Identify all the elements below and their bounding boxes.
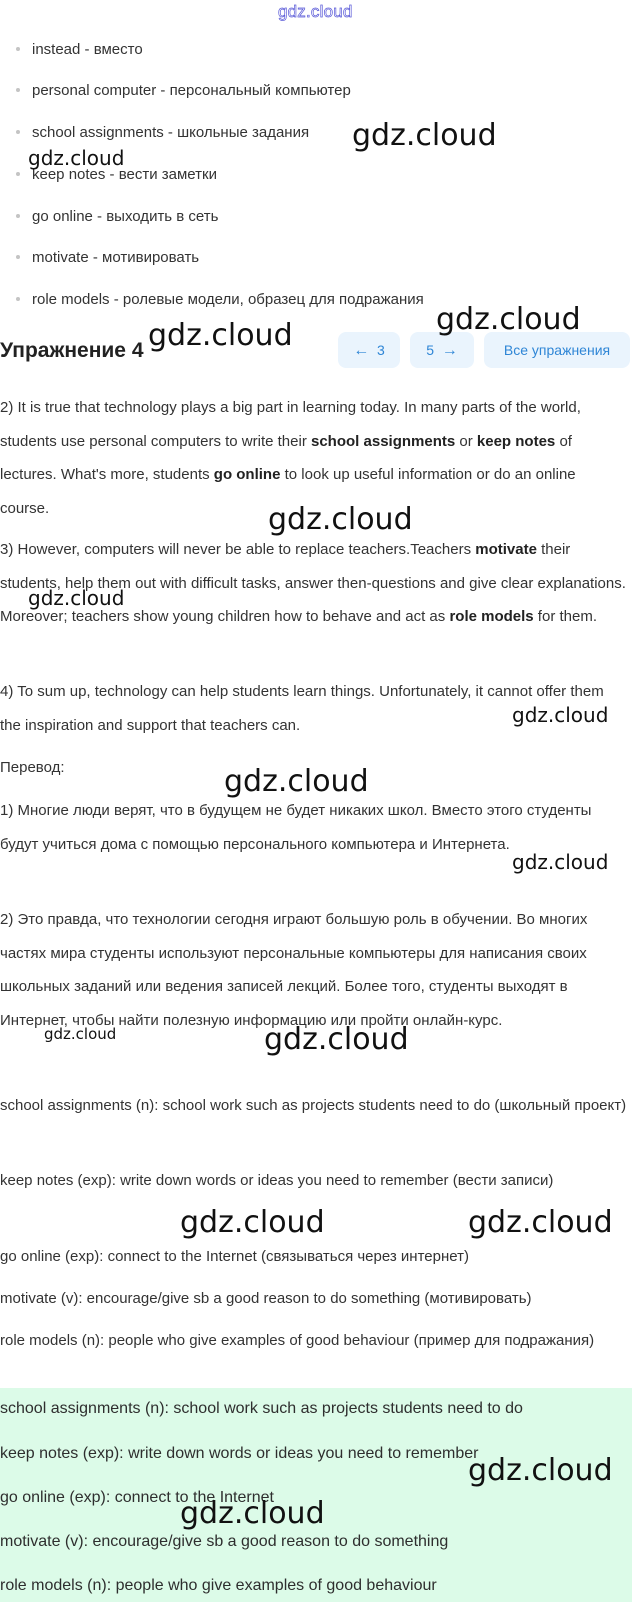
next-exercise-button[interactable]: [410, 332, 474, 368]
glossary-item: go online (exp): connect to the Internet (связываться через интернет): [0, 1248, 469, 1265]
translation-1: 1) Многие люди верят, что в будущем не будет никаких школ. Вместо этого студенты будут учиться дома с помощью персонального компьютера и Интернета.: [0, 802, 592, 853]
list-item: [16, 247, 199, 269]
watermark: gdz.cloud: [352, 118, 497, 153]
answer-line: motivate (v): encourage/give sb a good reason to do something: [0, 1533, 449, 1550]
answer-line: school assignments (n): school work such as projects students need to do: [0, 1400, 523, 1417]
text-run: 2) It is true that technology plays a big part in learning today. In many parts of the world, students use personal computers to write their: [0, 399, 581, 450]
list-item: [16, 206, 218, 228]
prev-exercise-button[interactable]: [338, 332, 400, 368]
answer-line: role models (n): people who give examples of good behaviour: [0, 1577, 437, 1594]
watermark: gdz.cloud: [180, 1496, 325, 1531]
text-run: or: [455, 432, 477, 450]
glossary-item: role models (n): people who give examples of good behaviour (пример для подражания): [0, 1332, 595, 1349]
list-item: [16, 39, 143, 61]
list-item-text: role models - ролевые модели, образец для подражания: [32, 291, 424, 308]
watermark: gdz.cloud: [28, 146, 125, 170]
bullet-icon: [16, 214, 20, 218]
list-item: [16, 289, 424, 311]
text-run: 3) However, computers will never be able to replace teachers.Teachers: [0, 541, 476, 558]
next-exercise-label: 5: [426, 342, 434, 358]
exercise-header: [0, 332, 632, 374]
prev-exercise-label: 3: [376, 342, 385, 358]
watermark: gdz.cloud: [512, 703, 609, 727]
text-run: for them.: [533, 608, 597, 625]
glossary-item: keep notes (exp): write down words or ideas you need to remember (вести записи): [0, 1172, 554, 1189]
bold-term: school assignments: [311, 432, 456, 450]
bold-term: motivate: [475, 541, 537, 558]
all-exercises-button[interactable]: Все упражнения: [484, 332, 630, 368]
glossary-item: motivate (v): encourage/give sb a good reason to do something (мотивировать): [0, 1290, 532, 1307]
exercise-title: Упражнение 4: [0, 339, 144, 362]
answer-line: go online (exp): connect to the Internet: [0, 1489, 274, 1506]
list-item-text: instead - вместо: [32, 41, 143, 58]
list-item-text: school assignments - школьные задания: [32, 124, 310, 141]
text-run: to look up useful information or do an online course.: [0, 466, 576, 517]
watermark: gdz.cloud: [468, 1453, 613, 1488]
watermark: gdz.cloud: [44, 1025, 117, 1043]
answer-line: keep notes (exp): write down words or ideas you need to remember: [0, 1445, 479, 1462]
watermark: gdz.cloud: [180, 1205, 325, 1240]
watermark: gdz.cloud: [28, 586, 125, 610]
paragraph-4: 4) To sum up, technology can help students learn things. Unfortunately, it cannot offer them the inspiration and support that teachers can.: [0, 683, 604, 734]
bullet-icon: [16, 297, 20, 301]
arrow-left-icon: ←: [353, 342, 370, 359]
list-item-text: keep notes - вести заметки: [32, 166, 217, 183]
answer-box: [0, 1388, 632, 1602]
bullet-icon: [16, 172, 20, 176]
arrow-right-icon: →: [441, 342, 458, 359]
bullet-icon: [16, 47, 20, 51]
watermark: gdz.cloud: [264, 1022, 409, 1057]
watermark: gdz.cloud: [512, 850, 609, 874]
watermark: gdz.cloud: [468, 1205, 613, 1240]
translation-label: Перевод:: [0, 759, 65, 776]
list-item: [16, 122, 309, 144]
watermark: gdz.cloud: [148, 318, 293, 353]
bold-term: keep notes: [476, 432, 556, 450]
bullet-icon: [16, 130, 20, 134]
list-item-text: motivate - мотивировать: [32, 249, 200, 266]
paragraph-3: [0, 533, 628, 634]
bold-term: go online: [213, 466, 281, 483]
watermark: gdz.cloud: [224, 764, 369, 799]
watermark: gdz.cloud: [268, 502, 413, 537]
list-item-text: personal computer - персональный компьютер: [32, 82, 351, 99]
list-item-text: go online - выходить в сеть: [32, 208, 219, 225]
watermark: gdz.cloud: [436, 302, 581, 337]
bullet-icon: [16, 88, 20, 92]
bullet-icon: [16, 255, 20, 259]
bold-term: role models: [449, 608, 534, 625]
top-watermark: gdz.cloud: [278, 2, 353, 21]
text-run: of lectures. What's more, students: [0, 432, 572, 483]
text-run: their students, help them out with difficult tasks, answer then-questions and give clear explanations. Moreover; teachers show young children how to behave and act as: [0, 541, 626, 625]
list-item: [16, 80, 351, 102]
translation-2: 2) Это правда, что технологии сегодня играют большую роль в обучении. Во многих частях мира студенты используют персональные компьютеры для написания своих школьных заданий или ведения записей лекций. Более того, студенты выходят в Интернет, чтобы найти полезную информацию или пройти онлайн-курс.: [0, 911, 588, 1029]
glossary-item: school assignments (n): school work such as projects students need to do (школьный проект): [0, 1097, 627, 1114]
